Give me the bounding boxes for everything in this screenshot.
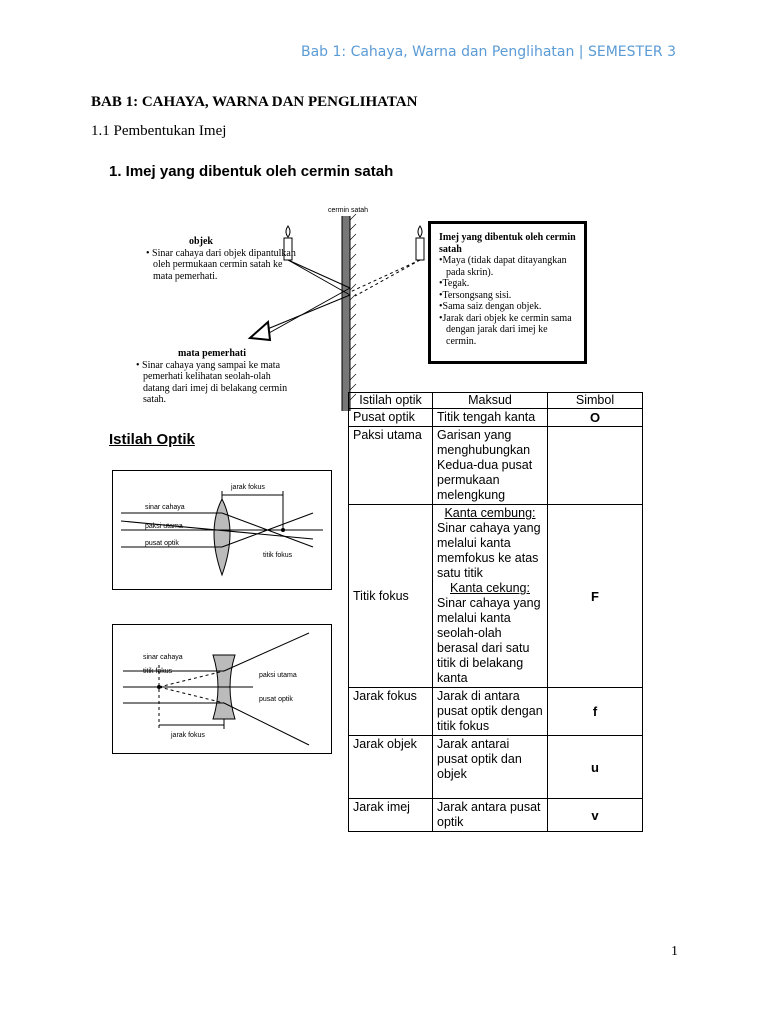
- mata-note: [136, 348, 296, 406]
- box-list: [439, 255, 576, 347]
- meaning-cell: Jarak antara pusat optik: [433, 799, 548, 832]
- objek-text: • Sinar cahaya dari objek dipantulkan oleh permukaan cermin satah ke mata pemerhati.: [146, 247, 296, 282]
- box-item: • Sama saiz dengan objek.: [439, 301, 576, 313]
- jarak-fokus-label: jarak fokus: [231, 484, 265, 491]
- mirror: [342, 216, 350, 411]
- jarak-fokus-label: jarak fokus: [171, 732, 205, 739]
- table-row: [349, 688, 643, 736]
- table-row: [349, 799, 643, 832]
- titik-fokus-label: titik fokus: [263, 552, 293, 559]
- optics-terms-table: [348, 392, 643, 832]
- box-item: • Maya (tidak dapat ditayangkan pada skrin).: [439, 255, 576, 278]
- subsection-title: 1. Imej yang dibentuk oleh cermin satah: [109, 163, 394, 180]
- cembung-label: Kanta cembung:: [444, 506, 536, 520]
- symbol-cell: v: [548, 799, 643, 832]
- table-row: [349, 505, 643, 688]
- mata-text: • Sinar cahaya yang sampai ke mata pemerhati kelihatan seolah-olah datang dari imej di belakang cermin satah.: [136, 359, 288, 405]
- cembung-text: Sinar cahaya yang melalui kanta memfokus ke atas satu titik: [437, 521, 541, 580]
- term-cell: Titik fokus: [349, 505, 433, 688]
- cekung-text: Sinar cahaya yang melalui kanta seolah-olah berasal dari satu titik di belakang kanta: [437, 596, 541, 685]
- table-header-row: [349, 393, 643, 409]
- convex-lens: [214, 499, 230, 575]
- sinar-cahaya-label: sinar cahaya: [143, 654, 183, 661]
- meaning-cell: Jarak antarai pusat optik dan objek: [433, 736, 548, 799]
- paksi-utama-label: paksi utama: [145, 523, 183, 530]
- eye-icon: [250, 322, 270, 340]
- page-number: 1: [671, 944, 678, 959]
- term-cell: Jarak imej: [349, 799, 433, 832]
- page-header: Bab 1: Cahaya, Warna dan Penglihatan | SEMESTER 3: [300, 44, 676, 60]
- symbol-cell: [548, 427, 643, 505]
- symbol-cell: f: [548, 688, 643, 736]
- meaning-cell: Titik tengah kanta: [433, 409, 548, 427]
- concave-lens-diagram: [112, 624, 332, 754]
- table-row: [349, 409, 643, 427]
- sinar-cahaya-label: sinar cahaya: [145, 504, 185, 511]
- meaning-cell: Jarak di antara pusat optik dengan titik fokus: [433, 688, 548, 736]
- box-item: • Tersongsang sisi.: [439, 290, 576, 302]
- table-header: Simbol: [548, 393, 643, 409]
- objek-note: [146, 236, 296, 282]
- meaning-cell: [433, 505, 548, 688]
- table-header: Istilah optik: [349, 393, 433, 409]
- table-row: [349, 736, 643, 799]
- meaning-cell: Garisan yang menghubungkan Kedua-dua pusat permukaan melengkung: [433, 427, 548, 505]
- mata-title: mata pemerhati: [178, 348, 247, 359]
- term-cell: Pusat optik: [349, 409, 433, 427]
- convex-lens-diagram: [112, 470, 332, 590]
- box-title: Imej yang dibentuk oleh cermin satah: [439, 232, 576, 255]
- symbol-cell: u: [548, 736, 643, 799]
- istilah-heading: Istilah Optik: [109, 431, 195, 448]
- symbol-cell: O: [548, 409, 643, 427]
- paksi-utama-label: paksi utama: [259, 672, 297, 679]
- section-title: 1.1 Pembentukan Imej: [91, 123, 227, 139]
- term-cell: Paksi utama: [349, 427, 433, 505]
- chapter-title: BAB 1: CAHAYA, WARNA DAN PENGLIHATAN: [91, 94, 418, 110]
- table-header: Maksud: [433, 393, 548, 409]
- titik-fokus-label: titik fokus: [143, 668, 173, 675]
- image-properties-box: [428, 221, 587, 364]
- table-row: [349, 427, 643, 505]
- image-candle: [416, 226, 424, 260]
- pusat-optik-label: pusat optik: [259, 696, 293, 703]
- mirror-label: cermin satah: [328, 207, 369, 214]
- cekung-label: Kanta cekung:: [450, 581, 530, 595]
- pusat-optik-label: pusat optik: [145, 540, 179, 547]
- symbol-cell: F: [548, 505, 643, 688]
- box-item: • Jarak dari objek ke cermin sama dengan jarak dari imej ke cermin.: [439, 313, 576, 348]
- term-cell: Jarak fokus: [349, 688, 433, 736]
- objek-title: objek: [189, 236, 213, 247]
- term-cell: Jarak objek: [349, 736, 433, 799]
- box-item: • Tegak.: [439, 278, 576, 290]
